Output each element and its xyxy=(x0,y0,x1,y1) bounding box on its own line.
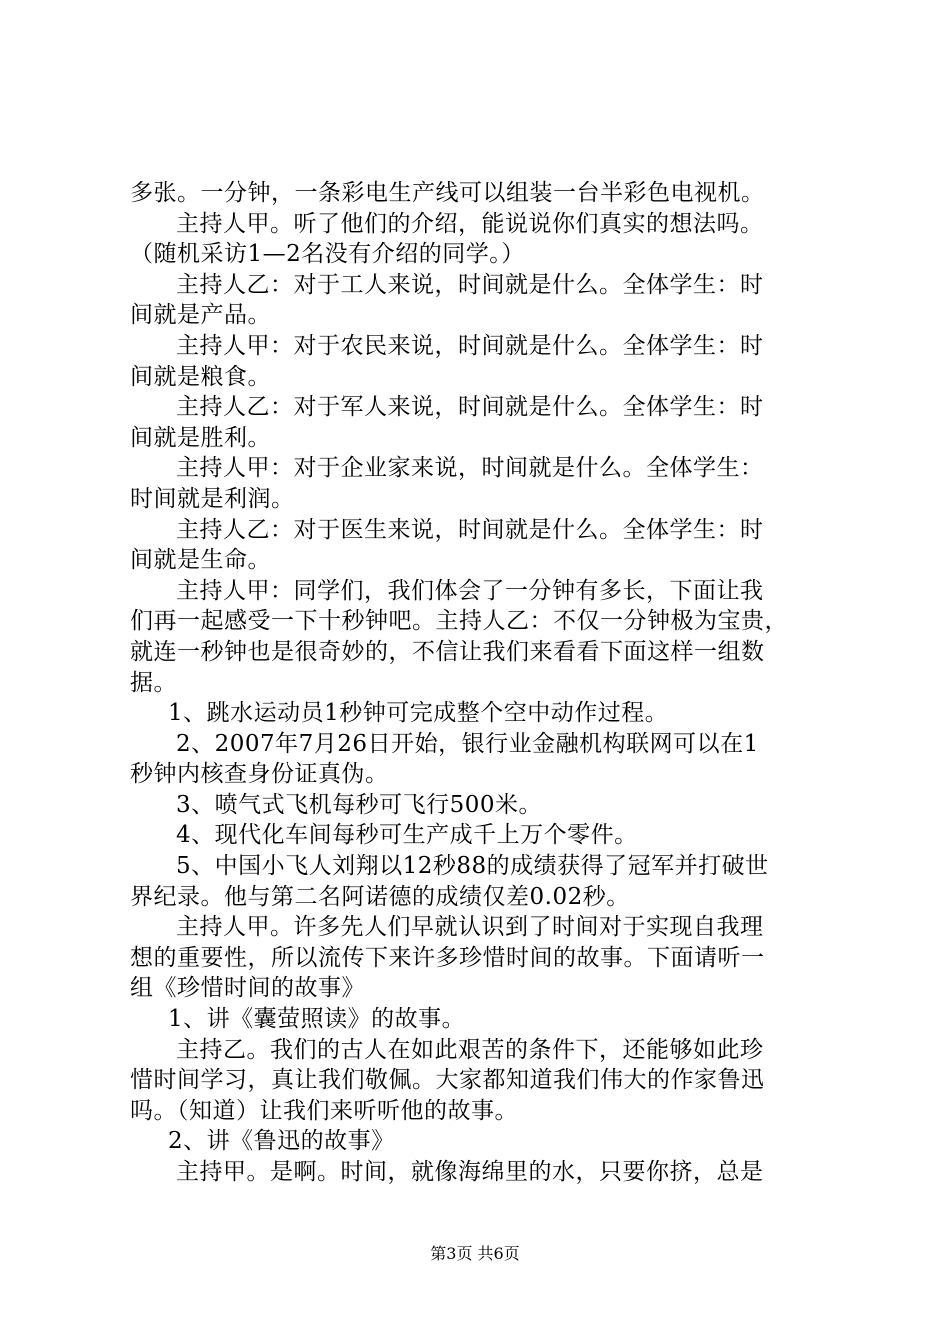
text-line: 秒钟内核查身份证真伪。 xyxy=(130,761,389,788)
text-line: 4、现代化车间每秒可生产成千上万个零件。 xyxy=(176,822,638,849)
text-line: 界纪录。他与第二名阿诺德的成绩仅差0.02秒。 xyxy=(130,883,630,910)
text-line: 间就是粮食。 xyxy=(130,363,271,390)
text-line: 主持人乙：对于工人来说，时间就是什么。全体学生：时 xyxy=(176,271,764,298)
text-line: 5、中国小飞人刘翔以12秒88的成绩获得了冠军并打破世 xyxy=(176,853,769,880)
text-line: 2、讲《鲁迅的故事》 xyxy=(168,1128,395,1155)
text-line: （随机采访1—2名没有介绍的同学。） xyxy=(130,241,525,268)
text-line: 主持甲。是啊。时间，就像海绵里的水，只要你挤，总是 xyxy=(176,1159,764,1185)
text-line: 主持人甲：同学们，我们体会了一分钟有多长，下面让我 xyxy=(176,577,764,604)
text-line: 1、跳水运动员1秒钟可完成整个空中动作过程。 xyxy=(168,700,669,727)
text-line: 主持人乙：对于军人来说，时间就是什么。全体学生：时 xyxy=(176,394,764,421)
text-line: 想的重要性，所以流传下来许多珍惜时间的故事。下面请听一 xyxy=(130,944,765,971)
text-line: 间就是生命。 xyxy=(130,547,271,574)
page-footer: 第3页 共6页 xyxy=(430,1244,520,1263)
text-line: 主持人甲：对于农民来说，时间就是什么。全体学生：时 xyxy=(176,332,764,359)
text-line: 间就是胜利。 xyxy=(130,424,271,451)
text-line: 2、2007年7月26日开始，银行业金融机构联网可以在1 xyxy=(176,730,759,757)
text-line: 组《珍惜时间的故事》 xyxy=(130,975,365,1002)
text-line: 多张。一分钟，一条彩电生产线可以组装一台半彩色电视机。 xyxy=(130,180,765,206)
text-line: 3、喷气式飞机每秒可飞行500米。 xyxy=(176,791,543,818)
text-line: 们再一起感受一下十秒钟吧。主持人乙：不仅一分钟极为宝贵， xyxy=(130,608,788,635)
document-body xyxy=(130,178,830,1188)
text-line: 主持人甲：对于企业家来说，时间就是什么。全体学生： xyxy=(176,455,764,482)
text-line: 主持人甲。许多先人们早就认识到了时间对于实现自我理 xyxy=(176,914,764,941)
text-line: 间就是产品。 xyxy=(130,302,271,329)
text-line: 据。 xyxy=(130,669,177,696)
text-line: 吗。（知道）让我们来听听他的故事。 xyxy=(130,1097,518,1124)
text-line: 就连一秒钟也是很奇妙的，不信让我们来看看下面这样一组数 xyxy=(130,638,765,665)
text-line: 主持人乙：对于医生来说，时间就是什么。全体学生：时 xyxy=(176,516,764,543)
text-line: 1、讲《囊萤照读》的故事。 xyxy=(168,1006,466,1033)
text-line: 时间就是利润。 xyxy=(130,485,295,512)
text-line: 主持乙。我们的古人在如此艰苦的条件下，还能够如此珍 xyxy=(176,1036,764,1063)
text-line: 惜时间学习，真让我们敬佩。大家都知道我们伟大的作家鲁迅 xyxy=(130,1067,765,1094)
text-line: 主持人甲。听了他们的介绍，能说说你们真实的想法吗。 xyxy=(176,210,764,237)
